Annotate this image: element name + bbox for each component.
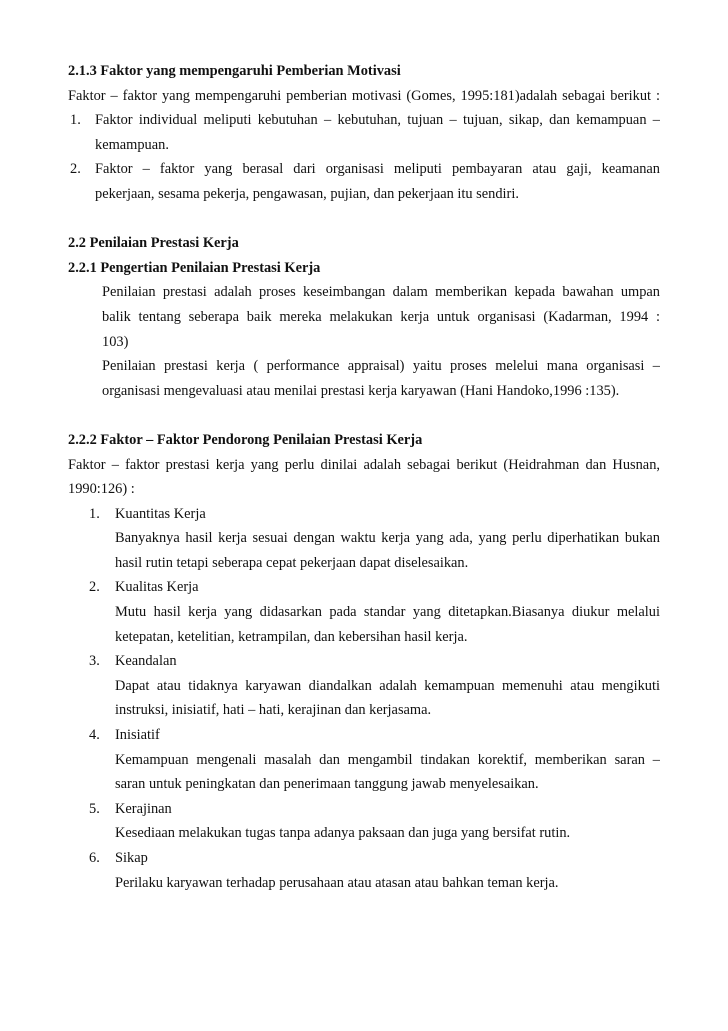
list-number: 5. — [89, 800, 100, 817]
list-item-desc: Mutu hasil kerja yang didasarkan pada standar yang ditetapkan.Biasanya diukur melalui — [115, 604, 660, 621]
list-item-title-row — [68, 797, 660, 822]
list-number: 3. — [89, 653, 100, 670]
list-item-desc: hasil rutin tetapi seberapa cepat pekerjaan dapat diselesaikan. — [115, 554, 469, 571]
list-item-desc: Dapat atau tidaknya karyawan diandalkan adalah kemampuan memenuhi atau mengikuti — [115, 677, 660, 694]
list-item-desc: Kemampuan mengenali masalah dan mengambil tindakan korektif, memberikan saran – — [115, 751, 660, 768]
list-item-text: Faktor – faktor yang berasal dari organisasi meliputi pembayaran atau gaji, keamanan — [95, 161, 660, 178]
list-item-desc: Banyaknya hasil kerja sesuai dengan waktu kerja yang ada, yang perlu diperhatikan bukan — [115, 530, 660, 547]
section-intro: Faktor – faktor yang mempengaruhi pemberian motivasi (Gomes, 1995:181)adalah sebagai berikut : — [68, 87, 660, 104]
paragraph-line: balik tentang seberapa baik mereka melakukan kerja untuk organisasi (Kadarman, 1994 : — [102, 308, 660, 325]
list-item-title: Kualitas Kerja — [115, 579, 199, 596]
numbered-list — [68, 108, 660, 206]
list-number: 1. — [89, 505, 100, 522]
list-item-title-row — [68, 649, 660, 674]
list-item-desc: Perilaku karyawan terhadap perusahaan atau atasan atau bahkan teman kerja. — [115, 874, 559, 891]
paragraph-line: Penilaian prestasi adalah proses keseimbangan dalam memberikan kepada bawahan umpan — [102, 284, 660, 301]
list-item-text: Faktor individual meliputi kebutuhan – kebutuhan, tujuan – tujuan, sikap, dan kemampuan – — [95, 112, 660, 129]
list-item — [68, 108, 660, 133]
section-heading-2-1-3: 2.1.3 Faktor yang mempengaruhi Pemberian Motivasi — [68, 63, 401, 79]
list-item-title: Kerajinan — [115, 800, 172, 817]
list-item-title-row — [68, 846, 660, 871]
list-item-desc: Kesediaan melakukan tugas tanpa adanya paksaan dan juga yang bersifat rutin. — [115, 825, 571, 842]
list-item-title: Sikap — [115, 850, 148, 866]
list-item — [68, 157, 660, 182]
list-item-desc: instruksi, inisiatif, hati – hati, kerajinan dan kerjasama. — [115, 702, 432, 719]
section-intro-continuation: 1990:126) : — [68, 481, 135, 498]
list-item-desc: ketepatan, ketelitian, ketrampilan, dan kebersihan hasil kerja. — [115, 628, 468, 645]
list-item-title: Inisiatif — [115, 727, 160, 744]
list-item-continuation: kemampuan. — [95, 136, 169, 153]
section-heading-2-2: 2.2 Penilaian Prestasi Kerja — [68, 235, 239, 252]
list-number: 6. — [89, 850, 100, 866]
paragraph-line: 103) — [102, 333, 129, 350]
list-number: 2. — [70, 161, 81, 178]
section-heading-2-2-2: 2.2.2 Faktor – Faktor Pendorong Penilaian Prestasi Kerja — [68, 431, 423, 448]
section-intro: Faktor – faktor prestasi kerja yang perlu dinilai adalah sebagai berikut (Heidrahman dan Husnan, — [68, 456, 660, 473]
list-item-title: Kuantitas Kerja — [115, 505, 206, 522]
list-item-title-row — [68, 723, 660, 748]
section-heading-2-2-1: 2.2.1 Pengertian Penilaian Prestasi Kerja — [68, 259, 321, 276]
list-item-title-row — [68, 575, 660, 600]
list-number: 4. — [89, 727, 100, 744]
list-item-continuation: pekerjaan, sesama pekerja, pengawasan, pujian, dan pekerjaan itu sendiri. — [95, 185, 519, 202]
list-item-title-row — [68, 502, 660, 527]
paragraph-line: organisasi mengevaluasi atau menilai prestasi kerja karyawan (Hani Handoko,1996 :135). — [102, 382, 620, 399]
list-number: 2. — [89, 579, 100, 596]
list-item-desc: saran untuk peningkatan dan penerimaan tanggung jawab menyelesaikan. — [115, 776, 539, 793]
factor-list — [68, 502, 660, 896]
document-page — [68, 59, 660, 895]
list-number: 1. — [70, 112, 81, 129]
list-item-title: Keandalan — [115, 653, 177, 670]
paragraph-line: Penilaian prestasi kerja ( performance appraisal) yaitu proses melelui mana organisasi – — [102, 358, 660, 375]
